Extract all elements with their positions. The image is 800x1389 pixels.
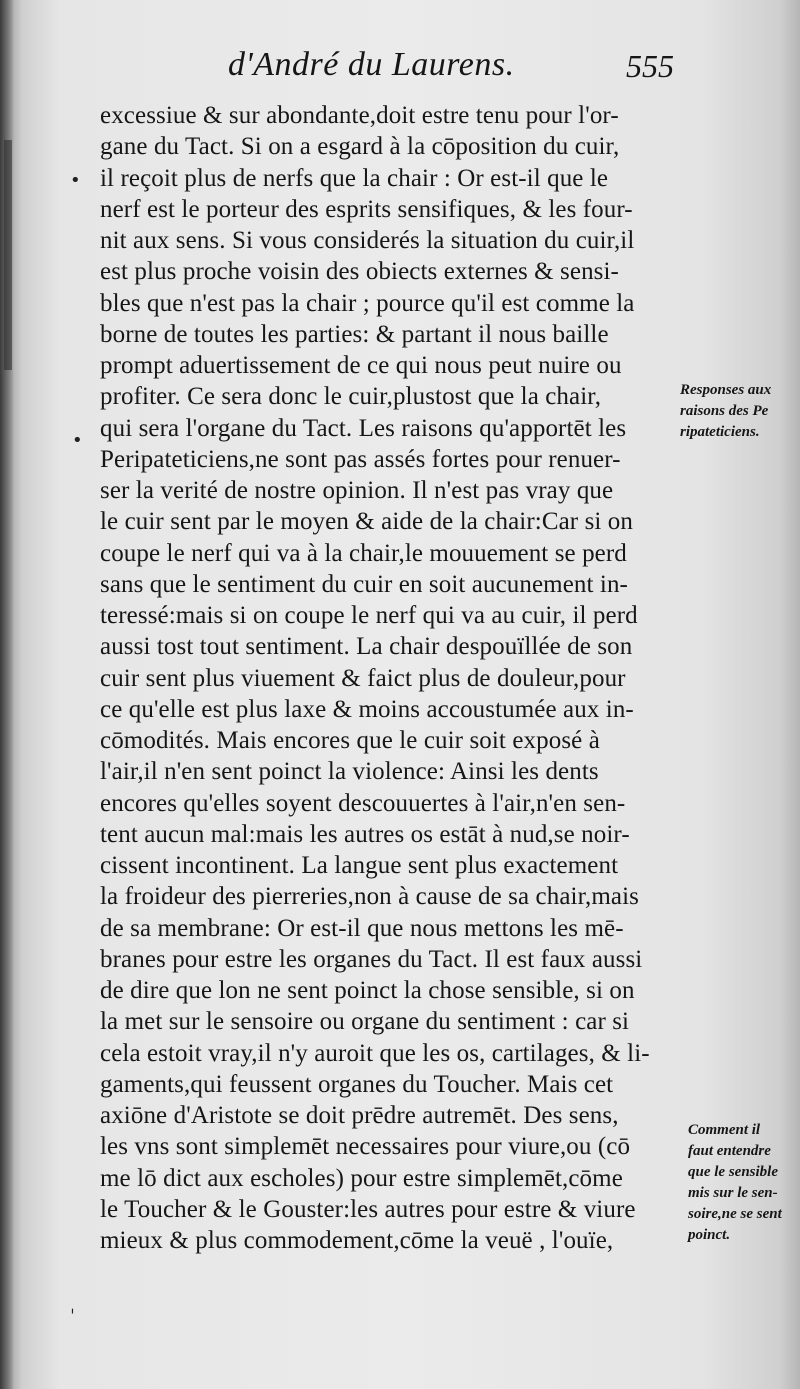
margin-note-comment	[688, 1120, 800, 1246]
margin-note-line: mis sur le sen-	[688, 1185, 778, 1201]
text-line: qui sera l'organe du Tact. Les raisons qu'apportēt les	[100, 414, 627, 442]
text-line: profiter. Ce sera donc le cuir,plustost que la chair,	[100, 383, 602, 411]
text-line: sans que le sentiment du cuir en soit aucunement in-	[100, 570, 628, 598]
text-line: cuir sent plus viuement & faict plus de douleur,pour	[100, 664, 626, 692]
text-line: encores qu'elles soyent descouuertes à l'air,n'en sen-	[100, 789, 626, 817]
text-line: tent aucun mal:mais les autres os estāt à nud,se noir-	[100, 820, 630, 848]
text-line: nerf est le porteur des esprits sensifiques, & les four-	[100, 195, 633, 223]
margin-dot-mark: •	[72, 430, 83, 451]
text-line: est plus proche voisin des obiects externes & sensi-	[100, 258, 619, 286]
text-line: coupe le nerf qui va à la chair,le mouuement se perd	[100, 539, 627, 567]
text-line: teressé:mais si on coupe le nerf qui va au cuir, il perd	[100, 602, 638, 629]
spine-mark	[4, 140, 12, 370]
text-line: ce qu'elle est plus laxe & moins accoustumée aux in-	[100, 695, 634, 723]
text-line: de dire que lon ne sent poinct la chose sensible, si on	[100, 977, 635, 1004]
text-line: nit aux sens. Si vous considerés la situation du cuir,il	[100, 227, 635, 254]
text-line: bles que n'est pas la chair ; pource qu'il est comme la	[100, 289, 635, 317]
text-line: cela estoit vray,il n'y auroit que les os, cartilages, & li-	[100, 1039, 650, 1067]
text-line: axiōne d'Aristote se doit prēdre autremēt. Des sens,	[100, 1102, 619, 1129]
text-line: la froideur des pierreries,non à cause de sa chair,mais	[100, 883, 639, 911]
text-line: les vns sont simplemēt necessaires pour viure,ou (cō	[100, 1133, 631, 1161]
margin-note-line: que le sensible	[688, 1164, 778, 1180]
text-line: prompt aduertissement de ce qui nous peut nuire ou	[100, 352, 622, 379]
text-line: le Toucher & le Gouster:les autres pour estre & viure	[100, 1195, 636, 1223]
text-line: cōmodités. Mais encores que le cuir soit exposé à	[100, 727, 600, 754]
margin-note-line: Comment il	[688, 1122, 761, 1138]
text-line: le cuir sent par le moyen & aide de la chair:Car si on	[100, 508, 633, 536]
margin-note-responses	[680, 380, 798, 443]
text-line: ser la verité de nostre opinion. Il n'est pas vray que	[100, 477, 614, 504]
margin-note-line: poinct.	[688, 1227, 731, 1243]
text-line: borne de toutes les parties: & partant il nous baille	[100, 320, 609, 348]
text-line: mieux & plus commodement,cōme la veuë , l'ouïe,	[100, 1227, 614, 1254]
margin-note-line: Responses aux	[680, 382, 772, 398]
margin-tick-mark: ˌ	[70, 1295, 75, 1316]
text-line: l'air,il n'en sent poinct la violence: Ainsi les dents	[100, 758, 599, 786]
text-line: cissent incontinent. La langue sent plus exactement	[100, 852, 619, 879]
page-header	[0, 40, 800, 90]
text-line: gaments,qui feussent organes du Toucher. Mais cet	[100, 1070, 614, 1098]
text-line: gane du Tact. Si on a esgard à la cōposition du cuir,	[100, 133, 620, 161]
margin-note-line: raisons des Pe	[680, 403, 769, 419]
page-number: 555	[626, 48, 674, 84]
text-line: il reçoit plus de nerfs que la chair : Or est-il que le	[100, 164, 609, 192]
body-text	[100, 100, 690, 1256]
text-line: me lō dict aux escholes) pour estre simplemēt,cōme	[100, 1164, 623, 1192]
margin-dot-mark: •	[70, 170, 81, 191]
text-line: branes pour estre les organes du Tact. Il est faux aussi	[100, 945, 643, 973]
text-line: Peripateticiens,ne sont pas assés fortes pour renuer-	[100, 445, 621, 473]
margin-note-line: ripateticiens.	[680, 424, 760, 440]
text-line: aussi tost tout sentiment. La chair despouïllée de son	[100, 633, 633, 661]
text-line: excessiue & sur abondante,doit estre tenu pour l'or-	[100, 102, 619, 129]
text-line: la met sur le sensoire ou organe du sentiment : car si	[100, 1008, 630, 1036]
margin-note-line: faut entendre	[688, 1143, 771, 1159]
text-line: de sa membrane: Or est-il que nous mettons les mē-	[100, 914, 624, 942]
running-title: d'André du Laurens.	[228, 46, 515, 83]
margin-note-line: soire,ne se sent	[688, 1206, 782, 1222]
